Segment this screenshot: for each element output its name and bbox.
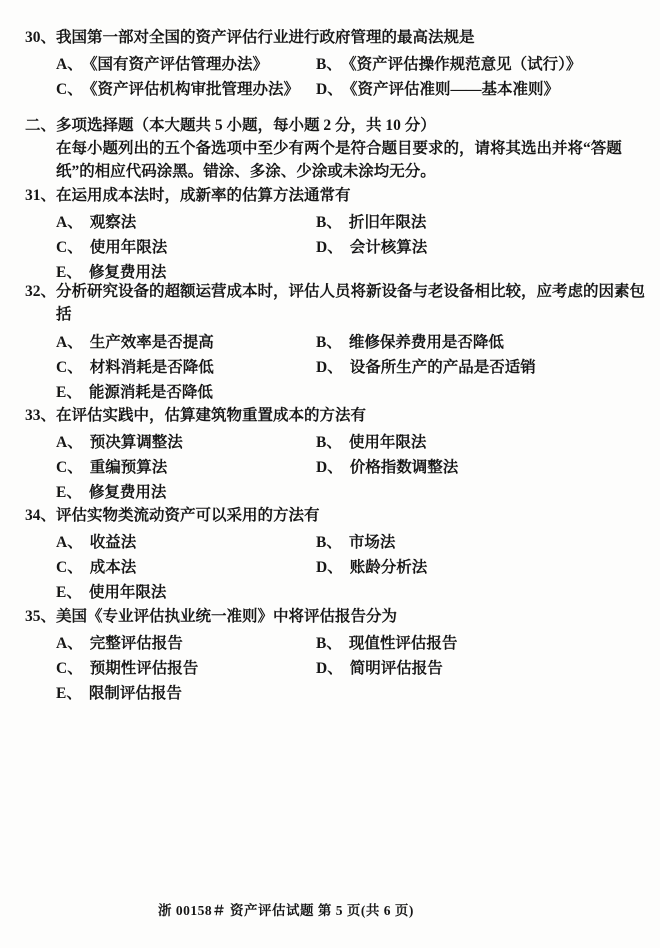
option-e [56, 580, 316, 605]
question-31 [0, 184, 660, 285]
option-label: D、 [316, 660, 343, 677]
option-d [316, 555, 660, 580]
option-e [56, 681, 316, 706]
option-label: A、 [56, 334, 83, 351]
question-stem: 分析研究设备的超额运营成本时，评估人员将新设备与老设备相比较，应考虑的因素包括 [56, 283, 646, 323]
question-stem-line [0, 404, 660, 427]
option-label: C、 [56, 81, 83, 98]
option-text: 能源消耗是否降低 [88, 384, 213, 401]
option-b [316, 210, 660, 235]
option-label: C、 [56, 559, 83, 576]
option-text: 《资产评估操作规范意见（试行）》 [348, 56, 582, 73]
option-label: B、 [316, 434, 342, 451]
option-b [316, 330, 660, 355]
option-label: B、 [316, 214, 342, 231]
question-stem: 美国《专业评估执业统一准则》中将评估报告分为 [56, 608, 398, 625]
question-35 [0, 605, 660, 706]
option-label: D、 [316, 459, 343, 476]
question-stem-line [0, 184, 660, 207]
question-30 [0, 26, 660, 102]
question-number: 31、 [25, 187, 57, 204]
option-label: D、 [316, 239, 343, 256]
option-label: D、 [316, 81, 343, 98]
question-stem-line [0, 605, 660, 628]
option-text: 维修保养费用是否降低 [348, 334, 504, 351]
option-text: 市场法 [348, 534, 396, 551]
option-label: A、 [56, 534, 83, 551]
option-d [316, 355, 660, 380]
question-stem: 评估实物类流动资产可以采用的方法有 [56, 507, 320, 524]
question-32 [0, 280, 660, 405]
section-number: 二、 [25, 117, 57, 134]
option-text: 账龄分析法 [349, 559, 428, 576]
options [56, 530, 660, 605]
option-label: A、 [56, 434, 83, 451]
option-text: 使用年限法 [88, 584, 167, 601]
option-text: 使用年限法 [348, 434, 427, 451]
option-label: E、 [56, 685, 82, 702]
options [56, 430, 660, 505]
option-e [56, 480, 316, 505]
option-text: 完整评估报告 [89, 635, 183, 652]
question-33 [0, 404, 660, 505]
option-text: 使用年限法 [89, 239, 168, 256]
option-c [56, 555, 316, 580]
option-c [56, 235, 316, 260]
question-stem-line [0, 280, 660, 326]
option-a [56, 52, 316, 77]
option-text: 预决算调整法 [89, 434, 183, 451]
question-stem: 在评估实践中，估算建筑物重置成本的方法有 [56, 407, 367, 424]
question-number: 33、 [25, 407, 57, 424]
option-c [56, 656, 316, 681]
option-text: 修复费用法 [88, 264, 167, 281]
question-stem: 我国第一部对全国的资产评估行业进行政府管理的最高法规是 [56, 29, 475, 46]
question-stem-line [0, 26, 660, 49]
option-a [56, 530, 316, 555]
option-label: E、 [56, 484, 82, 501]
options [56, 52, 660, 102]
option-text: 重编预算法 [89, 459, 168, 476]
page-footer: 浙 00158＃ 资产评估试题 第 5 页(共 6 页) [158, 903, 414, 918]
question-number: 32、 [25, 283, 57, 300]
option-d [316, 235, 660, 260]
option-b [316, 52, 660, 77]
option-b [316, 530, 660, 555]
option-text: 设备所生产的产品是否适销 [349, 359, 536, 376]
option-label: A、 [56, 214, 83, 231]
option-text: 收益法 [89, 534, 137, 551]
option-c [56, 355, 316, 380]
option-text: 生产效率是否提高 [89, 334, 214, 351]
option-label: B、 [316, 56, 342, 73]
option-text: 限制评估报告 [88, 685, 182, 702]
section-instruction-line-2: 纸”的相应代码涂黑。错涂、多涂、少涂或未涂均无分。 [56, 163, 436, 180]
option-d [316, 455, 660, 480]
option-text: 预期性评估报告 [89, 660, 199, 677]
option-text: 会计核算法 [349, 239, 428, 256]
option-text: 成本法 [89, 559, 137, 576]
option-label: B、 [316, 635, 342, 652]
section-title-line [0, 114, 660, 137]
question-number: 35、 [25, 608, 57, 625]
option-c [56, 77, 316, 102]
option-d [316, 77, 660, 102]
option-label: B、 [316, 534, 342, 551]
section-2-header [0, 114, 660, 183]
option-label: D、 [316, 359, 343, 376]
option-text: 现值性评估报告 [348, 635, 458, 652]
question-34 [0, 504, 660, 605]
option-label: C、 [56, 660, 83, 677]
option-text: 折旧年限法 [348, 214, 427, 231]
option-label: C、 [56, 359, 83, 376]
option-text: 《资产评估准则——基本准则》 [349, 81, 559, 98]
option-text: 价格指数调整法 [349, 459, 459, 476]
option-text: 简明评估报告 [349, 660, 443, 677]
option-text: 观察法 [89, 214, 137, 231]
option-label: C、 [56, 239, 83, 256]
option-label: B、 [316, 334, 342, 351]
options [56, 210, 660, 285]
option-c [56, 455, 316, 480]
option-label: C、 [56, 459, 83, 476]
option-label: D、 [316, 559, 343, 576]
question-number: 34、 [25, 507, 57, 524]
option-label: E、 [56, 264, 82, 281]
option-text: 《国有资产评估管理办法》 [89, 56, 268, 73]
option-label: E、 [56, 384, 82, 401]
option-text: 材料消耗是否降低 [89, 359, 214, 376]
option-b [316, 430, 660, 455]
option-d [316, 656, 660, 681]
option-text: 《资产评估机构审批管理办法》 [89, 81, 299, 98]
options [56, 330, 660, 405]
section-title: 多项选择题（本大题共 5 小题，每小题 2 分，共 10 分） [56, 117, 436, 134]
option-b [316, 631, 660, 656]
option-label: E、 [56, 584, 82, 601]
option-a [56, 430, 316, 455]
options [56, 631, 660, 706]
option-a [56, 631, 316, 656]
question-stem-line [0, 504, 660, 527]
option-label: A、 [56, 635, 83, 652]
section-instruction-line-1: 在每小题列出的五个备选项中至少有两个是符合题目要求的，请将其选出并将“答题 [56, 140, 622, 157]
question-stem: 在运用成本法时，成新率的估算方法通常有 [56, 187, 351, 204]
option-a [56, 330, 316, 355]
option-label: A、 [56, 56, 83, 73]
option-text: 修复费用法 [88, 484, 167, 501]
question-number: 30、 [25, 29, 57, 46]
option-a [56, 210, 316, 235]
option-e [56, 380, 316, 405]
